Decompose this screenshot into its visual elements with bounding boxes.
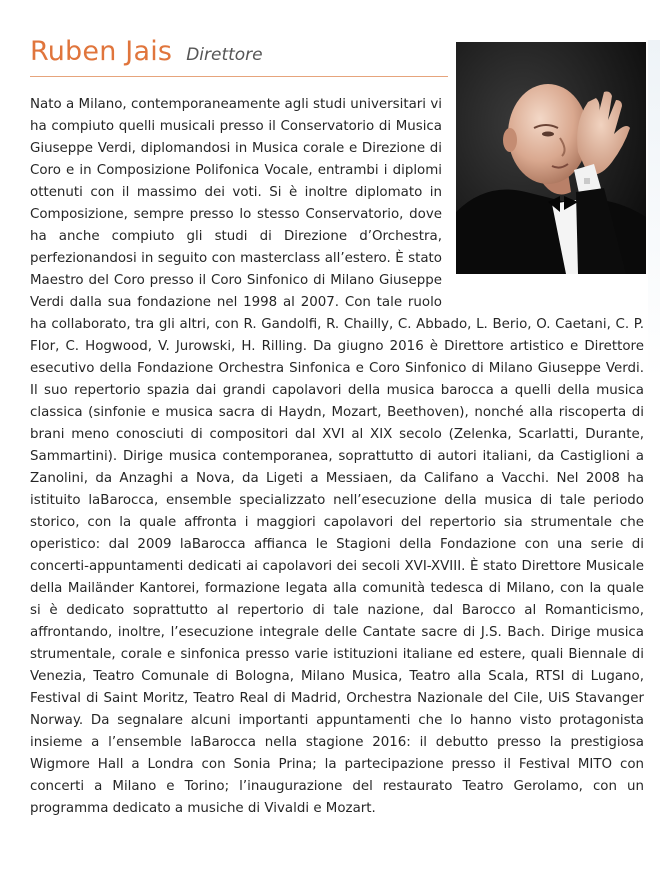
photo-wrap-spacer [450,90,646,298]
conductor-role: Direttore [186,45,263,65]
adjacent-page-bleed [648,40,660,380]
biography-text-block [30,94,644,820]
conductor-name: Ruben Jais [30,36,173,67]
bio-header [30,36,448,77]
biography-paragraph: Nato a Milano, contemporaneamente agli studi universitari vi ha compiuto quelli musicali presso il Conservatorio di Musica Giuseppe Verdi, diplomandosi in Musica corale e Direzione di Coro e in Composizione Polifonica Vocale, entrambi i diplomi ottenuti con il massimo dei voti. Si è inoltre diplomato in Composizione, sempre presso lo stesso Conservatorio, dove ha anche compiuto gli studi di Direzione d’Orchestra, perfezionandosi in seguito con masterclass all’estero. È stato Maestro del Coro presso il Coro Sinfonico di Milano Giuseppe Verdi dalla sua fondazione nel 1998 al 2007. Con tale ruolo ha collaborato, tra gli altri, con R. Gandolfi, R. Chailly, C. Abbado, L. Berio, O. Caetani, C. P. Flor, C. Hogwood, V. Jurowski, H. Rilling. Da giugno 2016 è Direttore artistico e Direttore esecutivo della Fondazione Orchestra Sinfonica e Coro Sinfonico di Milano Giuseppe Verdi. Il suo repertorio spazia dai grandi capolavori della musica barocca a quelli della musica classica (sinfonie e musica sacra di Haydn, Mozart, Beethoven), nonché alla riscoperta di brani meno conosciuti di compositori dal XVI al XIX secolo (Zelenka, Scarlatti, Durante, Sammartini). Dirige musica contemporanea, soprattutto di autori italiani, da Castiglioni a Zanolini, da Anzaghi a Nova, da Ligeti a Messiaen, da Califano a Vacchi. Nel 2008 ha istituito laBarocca, ensemble specializzato nell’esecuzione della musica di tale periodo storico, con la quale affronta i maggiori capolavori del repertorio sia strumentale che operistico: dal 2009 laBarocca affianca le Stagioni della Fondazione con una serie di concerti-appuntamenti dedicati ai capolavori dei secoli XVI-XVIII. È stato Direttore Musicale della Mailänder Kantorei, formazione legata alla comunità tedesca di Milano, con la quale si è dedicato soprattutto al repertorio di tale nazione, dal Barocco al Romanticismo, affrontando, inoltre, l’esecuzione integrale delle Cantate sacre di J.S. Bach. Dirige musica strumentale, corale e sinfonica presso varie istituzioni italiane ed estere, quali Biennale di Venezia, Teatro Comunale di Bologna, Milano Musica, Teatro alla Scala, RTSI di Lugano, Festival di Saint Moritz, Teatro Real di Madrid, Orchestra Nazionale del Cile, UiS Stavanger Norway. Da segnalare alcuni importanti appuntamenti che lo hanno visto protagonista insieme a l’ensemble laBarocca nella stagione 2016: il debutto presso la prestigiosa Wigmore Hall a Londra con Sonia Prina; la partecipazione presso il Festival MITO con concerti a Milano e Torino; l’inaugurazione del restaurato Teatro Gerolamo, con un programma dedicato a musiche di Vivaldi e Mozart. [30,97,644,816]
